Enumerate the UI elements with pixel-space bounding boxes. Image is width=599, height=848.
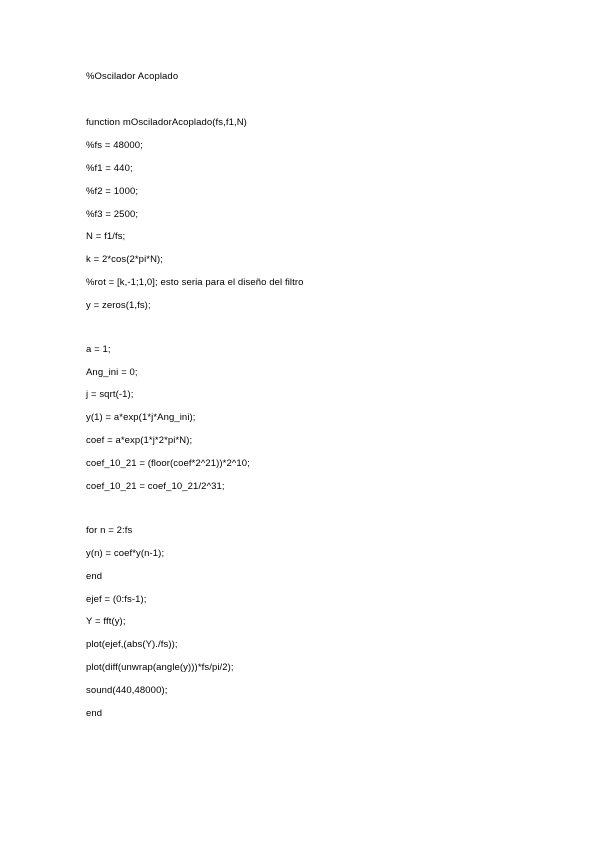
- code-line: plot(diff(unwrap(angle(y)))*fs/pi/2);: [86, 662, 234, 673]
- doc-title-comment: %Oscilador Acoplado: [86, 71, 179, 82]
- code-line: y(1) = a*exp(1*j*Ang_ini);: [86, 412, 196, 423]
- code-line: ejef = (0:fs-1);: [86, 594, 147, 605]
- code-line: end: [86, 571, 103, 582]
- code-line: Ang_ini = 0;: [86, 367, 138, 378]
- code-line: %f3 = 2500;: [86, 209, 139, 220]
- code-line: Y = fft(y);: [86, 616, 126, 627]
- code-line-function: function mOsciladorAcoplado(fs,f1,N): [86, 117, 247, 128]
- code-line: sound(440,48000);: [86, 685, 168, 696]
- code-line: plot(ejef,(abs(Y)./fs));: [86, 639, 178, 650]
- code-line: coef_10_21 = coef_10_21/2^31;: [86, 481, 225, 492]
- code-line: k = 2*cos(2*pi*N);: [86, 254, 164, 265]
- code-line-end: end: [86, 708, 103, 719]
- code-line: y(n) = coef*y(n-1);: [86, 548, 165, 559]
- code-line: for n = 2:fs: [86, 525, 133, 536]
- code-line: N = f1/fs;: [86, 231, 126, 242]
- code-line: a = 1;: [86, 344, 111, 355]
- code-line: y = zeros(1,fs);: [86, 300, 151, 311]
- code-line: %f2 = 1000;: [86, 186, 139, 197]
- code-line: %f1 = 440;: [86, 163, 133, 174]
- code-line: j = sqrt(-1);: [86, 389, 134, 400]
- code-line: coef_10_21 = (floor(coef*2^21))*2^10;: [86, 458, 250, 469]
- code-line: %rot = [k,-1;1,0]; esto seria para el diseño del filtro: [86, 277, 304, 288]
- code-line: %fs = 48000;: [86, 140, 143, 151]
- code-line: coef = a*exp(1*j*2*pi*N);: [86, 435, 193, 446]
